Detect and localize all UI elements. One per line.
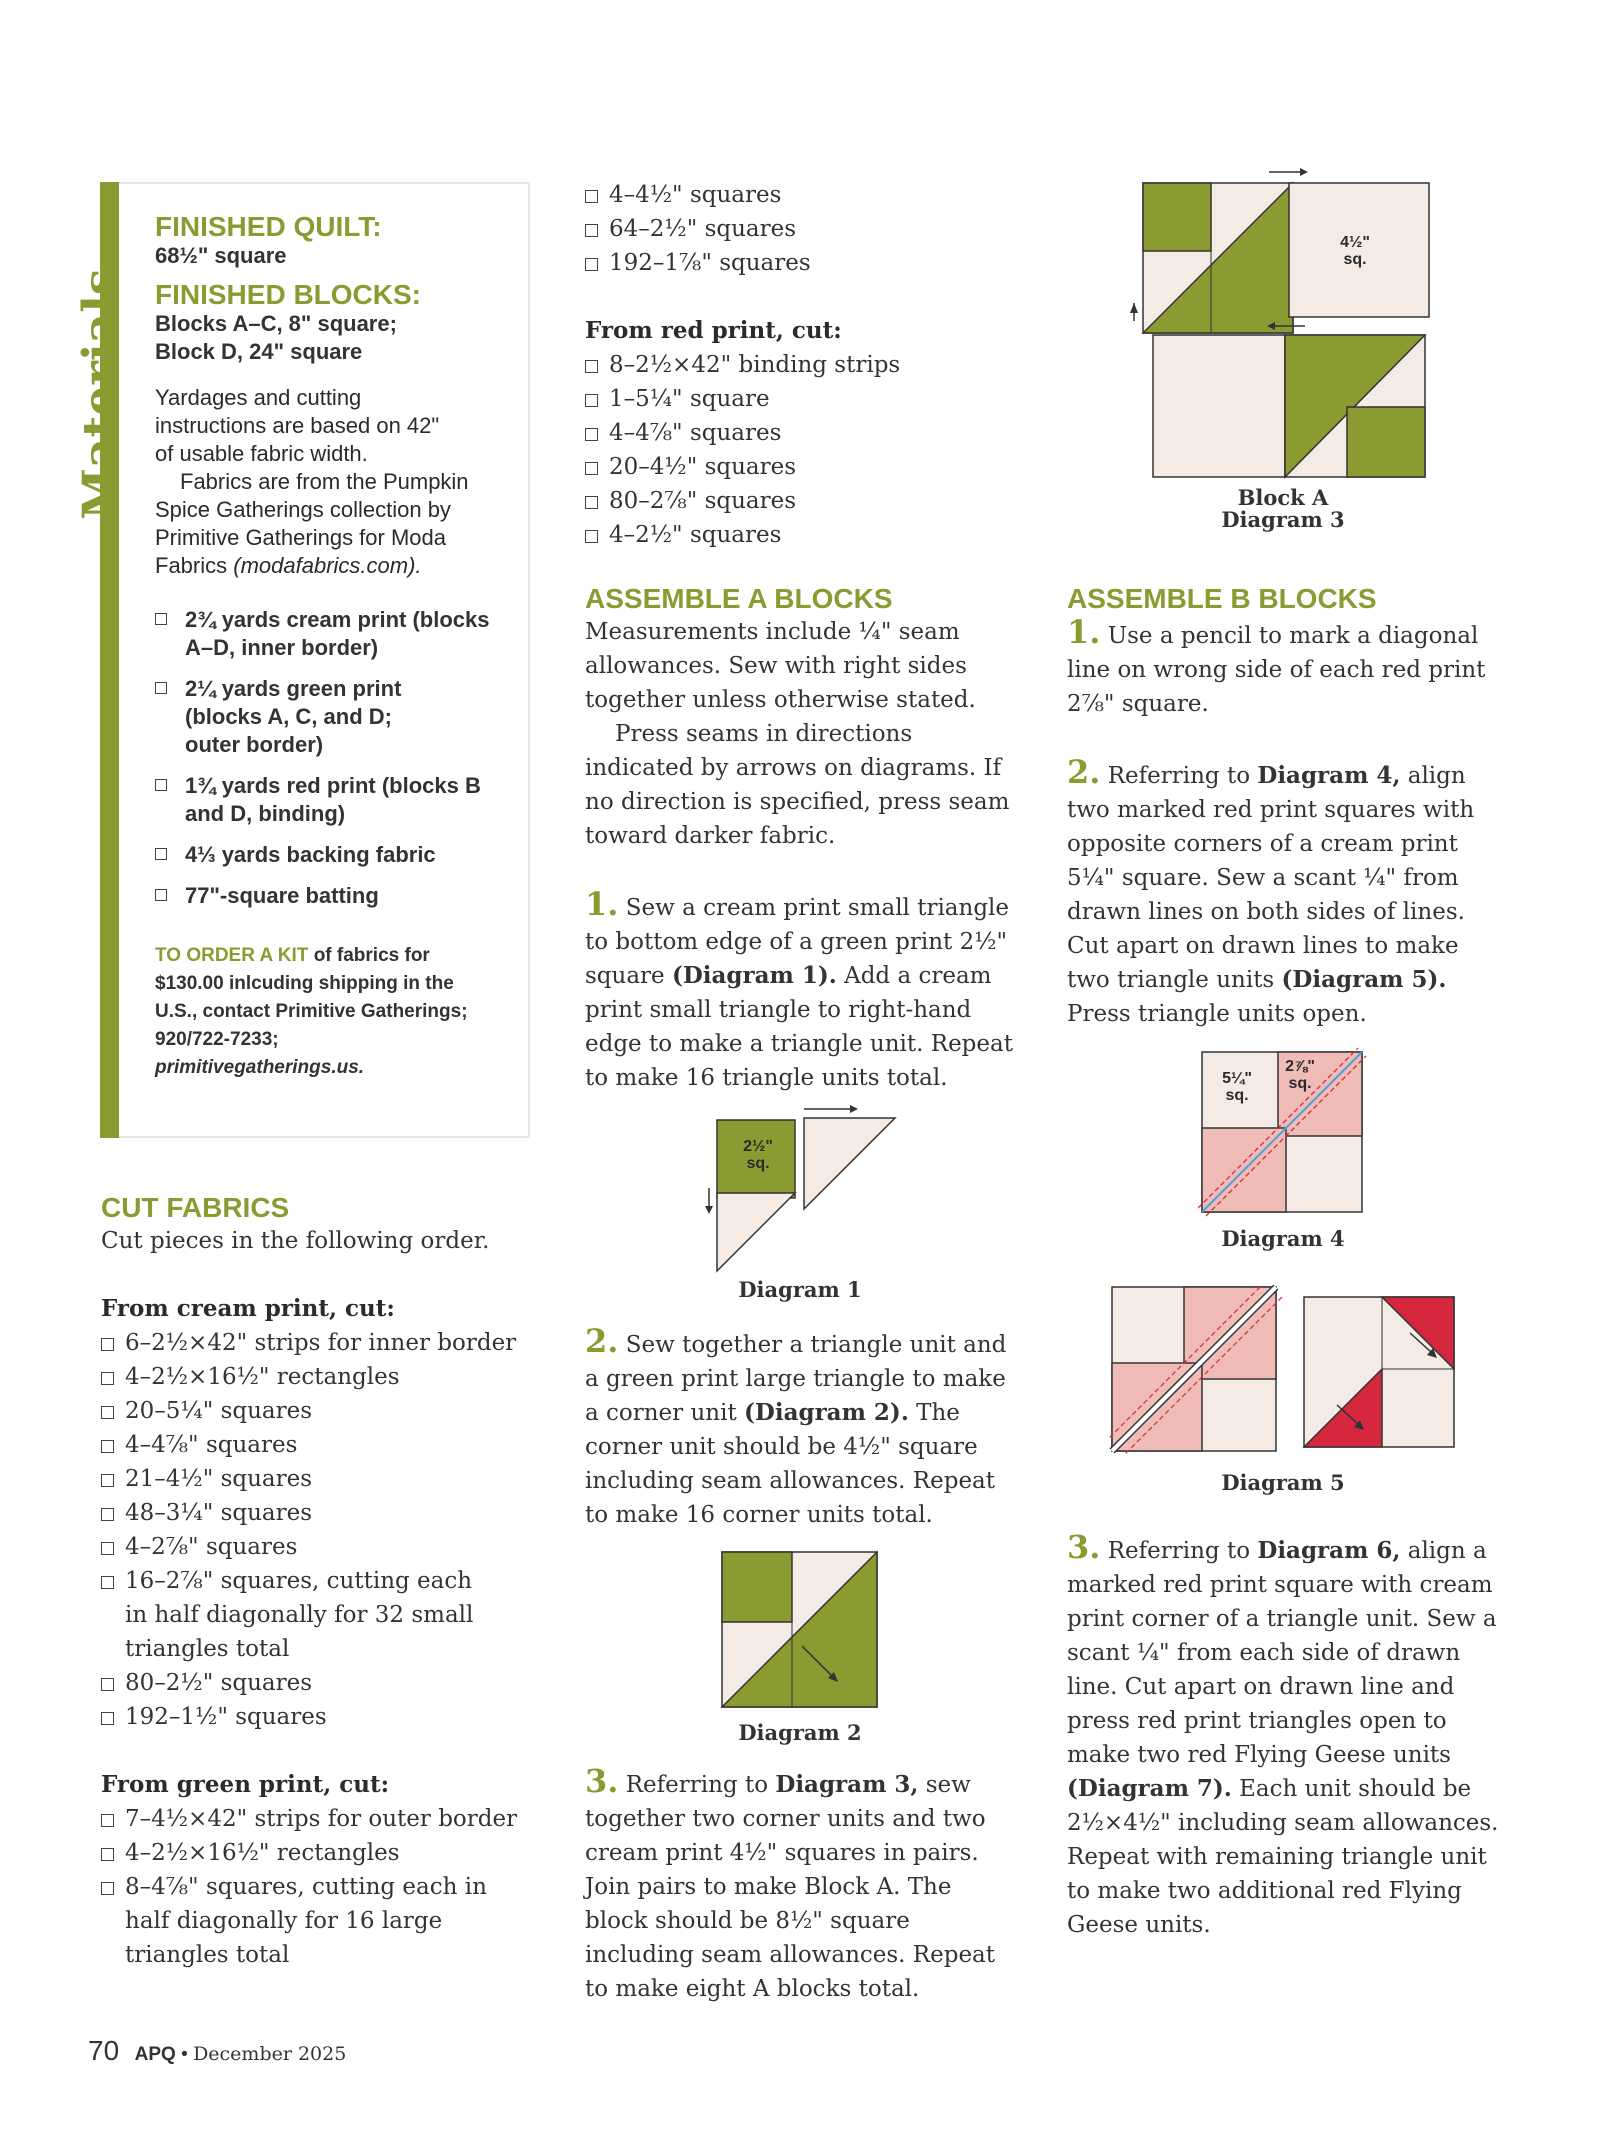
yardage-note: Yardages and cutting instructions are based on 42" of usable fabric width. xyxy=(155,385,440,466)
list-item: 77"-square batting xyxy=(155,882,515,910)
materials-list xyxy=(155,606,515,910)
assemble-a-heading: ASSEMBLE A BLOCKS xyxy=(585,583,893,614)
green-cut-list xyxy=(101,1802,531,1972)
primitive-gatherings-url[interactable]: primitivegatherings.us. xyxy=(155,1057,365,1078)
list-item: 64–2½" squares xyxy=(585,212,1015,246)
checkbox-icon[interactable] xyxy=(585,258,598,271)
page-number: 70 xyxy=(88,2035,120,2066)
checkbox-icon[interactable] xyxy=(101,1542,114,1555)
checkbox-icon[interactable] xyxy=(101,1474,114,1487)
list-item: 2¾ yards cream print (blocks A–D, inner border) xyxy=(155,606,515,662)
finished-blocks-heading: FINISHED BLOCKS: xyxy=(155,279,421,310)
cut-fabrics-heading: CUT FABRICS xyxy=(101,1192,290,1223)
fabrics-note: Fabrics are from the Pumpkin Spice Gatherings collection by Primitive Gatherings for Moda Fabrics (modafabrics.com). xyxy=(155,469,469,578)
diagram-4-caption: Diagram 4 xyxy=(1221,1226,1345,1251)
assemble-b-step-2: 2. Referring to Diagram 4, align two marked red print squares with opposite corners of a cream print 5¼" square. Sew a scant ¼" from drawn lines on both sides of lines. Cut apart on drawn lines to make two triangle units (Diagram 5). Press triangle units open. xyxy=(1067,753,1475,1027)
diagram-5 xyxy=(1108,1285,1460,1455)
list-item: 8–4⅞" squares, cutting each in half diagonally for 16 large triangles total xyxy=(101,1870,525,1972)
diagram-3 xyxy=(1125,163,1435,483)
list-item: 8–2½×42" binding strips xyxy=(585,348,1015,382)
list-item: 1¾ yards red print (blocks B and D, binding) xyxy=(155,772,515,828)
materials-tab-title: Materials xyxy=(73,268,128,520)
cut-intro: Cut pieces in the following order. xyxy=(101,1228,490,1254)
assemble-b-step-1: 1. Use a pencil to mark a diagonal line on wrong side of each red print 2⅞" square. xyxy=(1067,613,1486,717)
assemble-a-step-2: 2. Sew together a triangle unit and a green print large triangle to make a corner unit (Diagram 2). The corner unit should be 4½" square including seam allowances. Repeat to make 16 corner units total. xyxy=(585,1322,1007,1528)
diagram-1-label: 2½" sq. xyxy=(743,1138,773,1172)
green-cut-list-continued xyxy=(585,178,1015,280)
list-item: 21–4½" squares xyxy=(101,1462,531,1496)
diagram-4-label-1: 5¼" sq. xyxy=(1222,1070,1252,1104)
checkbox-icon[interactable] xyxy=(101,1848,114,1861)
cut-fabrics-section xyxy=(101,1192,531,1972)
assemble-a-step-3-block xyxy=(585,1764,1015,2006)
checkbox-icon[interactable] xyxy=(585,224,598,237)
checkbox-icon[interactable] xyxy=(101,1440,114,1453)
list-item: 1–5¼" square xyxy=(585,382,1015,416)
assemble-a-intro-1: Measurements include ¼" seam allowances. Sew with right sides together unless otherwise stated. xyxy=(585,619,976,713)
diagram-5-caption: Diagram 5 xyxy=(1221,1470,1345,1495)
red-cut-list xyxy=(585,348,1015,552)
list-item: 80–2½" squares xyxy=(101,1666,531,1700)
moda-url[interactable]: (modafabrics.com). xyxy=(233,553,422,578)
assemble-b-heading: ASSEMBLE B BLOCKS xyxy=(1067,583,1377,614)
column-2-cutting xyxy=(585,178,1015,552)
checkbox-icon[interactable] xyxy=(101,1814,114,1827)
checkbox-icon[interactable] xyxy=(101,1882,114,1895)
checkbox-icon[interactable] xyxy=(101,1406,114,1419)
checkbox-icon[interactable] xyxy=(155,848,167,860)
assemble-b-section xyxy=(1067,583,1507,1031)
list-item: 4–2½" squares xyxy=(585,518,1015,552)
checkbox-icon[interactable] xyxy=(101,1338,114,1351)
list-item: 20–4½" squares xyxy=(585,450,1015,484)
finished-quilt-value: 68½" square xyxy=(155,243,287,268)
finished-quilt-heading: FINISHED QUILT: xyxy=(155,211,382,242)
checkbox-icon[interactable] xyxy=(101,1678,114,1691)
checkbox-icon[interactable] xyxy=(585,190,598,203)
list-item: 7–4½×42" strips for outer border xyxy=(101,1802,531,1836)
assemble-b-step-3: 3. Referring to Diagram 6, align a marked red print square with cream print corner of a triangle unit. Sew a scant ¼" from each side of drawn line. Cut apart on drawn line and press red print triangles open to make two red Flying Geese units (Diagram 7). Each unit should be 2½×4½" including seam allowances. Repeat with remaining triangle unit to make two additional red Flying Geese units. xyxy=(1067,1528,1499,1938)
checkbox-icon[interactable] xyxy=(585,530,598,543)
page-footer xyxy=(88,2035,346,2067)
issue-date: December 2025 xyxy=(193,2043,347,2065)
green-cut-heading: From green print, cut: xyxy=(101,1771,390,1798)
assemble-a-intro-2: Press seams in directions indicated by arrows on diagrams. If no direction is specified, press seam toward darker fabric. xyxy=(585,721,1010,849)
list-item: 16–2⅞" squares, cutting each in half diagonally for 32 small triangles total xyxy=(101,1564,495,1666)
finished-blocks-value-1: Blocks A–C, 8" square; xyxy=(155,311,397,336)
checkbox-icon[interactable] xyxy=(101,1712,114,1725)
diagram-3-label: 4½" sq. xyxy=(1340,234,1370,268)
list-item: 4–4⅞" squares xyxy=(101,1428,531,1462)
assemble-a-step-2-block xyxy=(585,1324,1015,1532)
checkbox-icon[interactable] xyxy=(155,682,167,694)
list-item: 4–2½×16½" rectangles xyxy=(101,1360,531,1394)
assemble-a-step-1: 1. Sew a cream print small triangle to bottom edge of a green print 2½" square (Diagram 1). Add a cream print small triangle to right-hand edge to make a triangle unit. Repeat to make 16 triangle units total. xyxy=(585,885,1013,1091)
list-item: 192–1⅞" squares xyxy=(585,246,1015,280)
diagram-1-caption: Diagram 1 xyxy=(738,1277,862,1302)
diagram-2-caption: Diagram 2 xyxy=(738,1720,862,1745)
diagram-3-caption: Block A Diagram 3 xyxy=(1221,485,1345,532)
checkbox-icon[interactable] xyxy=(101,1372,114,1385)
assemble-a-section xyxy=(585,583,1015,1095)
checkbox-icon[interactable] xyxy=(585,462,598,475)
list-item: 4–2⅞" squares xyxy=(101,1530,531,1564)
footer-separator: • xyxy=(175,2044,194,2065)
list-item: 4–4½" squares xyxy=(585,178,1015,212)
list-item: 48–3¼" squares xyxy=(101,1496,531,1530)
checkbox-icon[interactable] xyxy=(585,428,598,441)
checkbox-icon[interactable] xyxy=(101,1576,114,1589)
assemble-a-step-3: 3. Referring to Diagram 3, sew together two corner units and two cream print 4½" squares in pairs. Join pairs to make Block A. The block should be 8½" square including seam allowances. Repeat to make eight A blocks total. xyxy=(585,1762,996,2002)
list-item: 20–5¼" squares xyxy=(101,1394,531,1428)
assemble-b-step-3-block xyxy=(1067,1530,1507,1942)
red-cut-heading: From red print, cut: xyxy=(585,317,842,344)
checkbox-icon[interactable] xyxy=(155,889,167,901)
checkbox-icon[interactable] xyxy=(155,779,167,791)
list-item: 4⅓ yards backing fabric xyxy=(155,841,515,869)
diagram-1 xyxy=(700,1100,910,1275)
diagram-2 xyxy=(720,1550,880,1710)
checkbox-icon[interactable] xyxy=(585,394,598,407)
list-item: 2¼ yards green print (blocks A, C, and D; outer border) xyxy=(155,675,425,759)
cream-cut-list xyxy=(101,1326,531,1734)
materials-content xyxy=(155,212,515,1082)
checkbox-icon[interactable] xyxy=(155,613,167,625)
list-item: 192–1½" squares xyxy=(101,1700,531,1734)
magazine-name: APQ xyxy=(134,2044,176,2065)
diagram-4-label-2: 2⅞" sq. xyxy=(1285,1058,1315,1092)
list-item: 4–4⅞" squares xyxy=(585,416,1015,450)
list-item: 80–2⅞" squares xyxy=(585,484,1015,518)
finished-blocks-value-2: Block D, 24" square xyxy=(155,339,363,364)
cream-cut-heading: From cream print, cut: xyxy=(101,1295,395,1322)
list-item: 4–2½×16½" rectangles xyxy=(101,1836,531,1870)
checkbox-icon[interactable] xyxy=(101,1508,114,1521)
list-item: 6–2½×42" strips for inner border xyxy=(101,1326,531,1360)
kit-order-note: TO ORDER A KIT of fabrics for $130.00 inlcuding shipping in the U.S., contact Primitive Gatherings; 920/722-7233; primitivegatherings.us. xyxy=(155,945,468,1078)
checkbox-icon[interactable] xyxy=(585,360,598,373)
checkbox-icon[interactable] xyxy=(585,496,598,509)
